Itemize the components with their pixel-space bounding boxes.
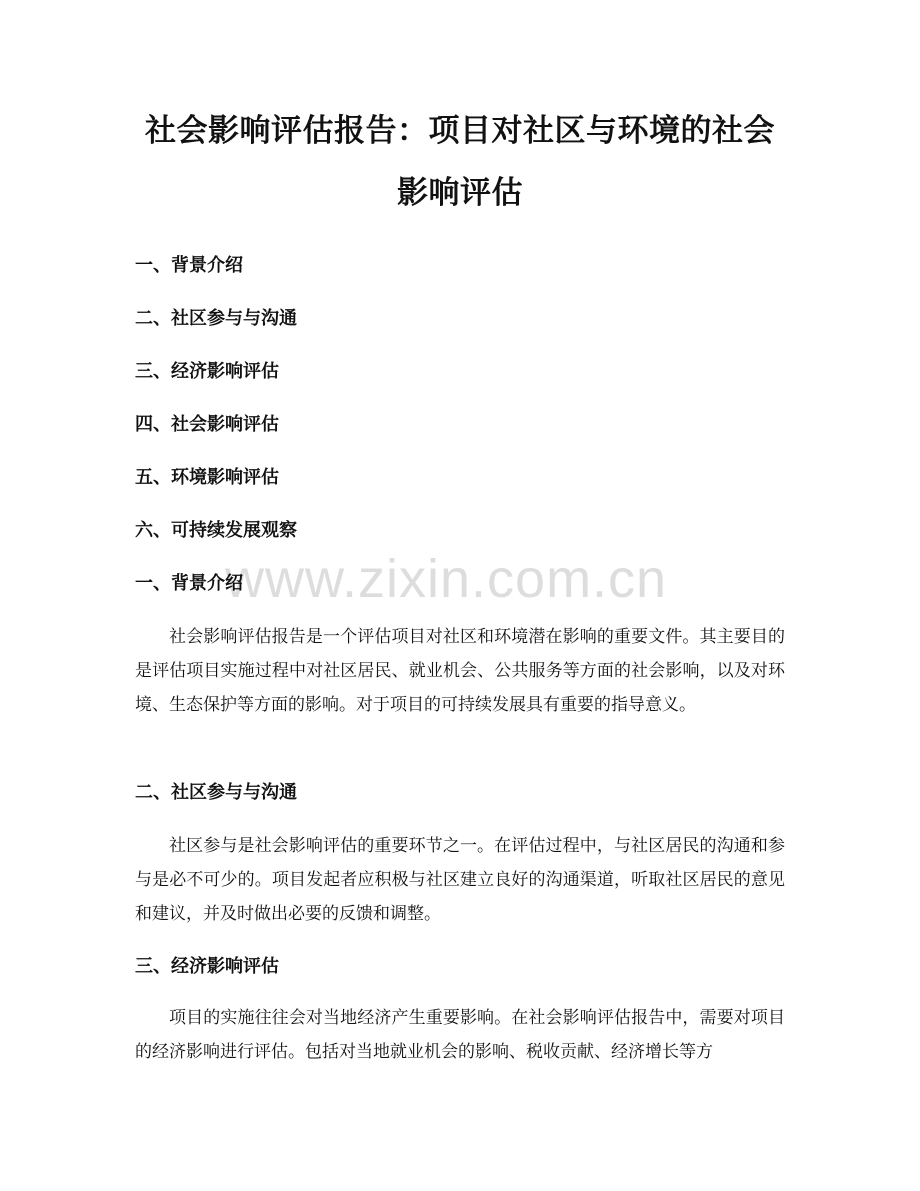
toc-item: 一、背景介绍 (135, 255, 243, 276)
document-title: 社会影响评估报告：项目对社区与环境的社会影响评估 (145, 113, 775, 211)
section-heading: 三、经济影响评估 (135, 956, 279, 977)
section-paragraph: 社区参与是社会影响评估的重要环节之一。在评估过程中，与社区居民的沟通和参与是必不可少的。项目发起者应积极与社区建立良好的沟通渠道，听取社区居民的意见和建议，并及时做出必要的反馈和调整。 (135, 836, 785, 924)
toc-item: 五、环境影响评估 (135, 467, 279, 488)
section-heading: 二、社区参与与沟通 (135, 782, 297, 803)
toc-item: 三、经济影响评估 (135, 361, 279, 382)
section-paragraph: 社会影响评估报告是一个评估项目对社区和环境潜在影响的重要文件。其主要目的是评估项目实施过程中对社区居民、就业机会、公共服务等方面的社会影响，以及对环境、生态保护等方面的影响。对于项目的可持续发展具有重要的指导意义。 (135, 627, 785, 715)
section-paragraph: 项目的实施往往会对当地经济产生重要影响。在社会影响评估报告中，需要对项目的经济影响进行评估。包括对当地就业机会的影响、税收贡献、经济增长等方 (135, 1008, 785, 1062)
watermark: www.zixin.com.cn (225, 549, 668, 609)
section-heading: 一、背景介绍 (135, 573, 243, 594)
toc-item: 六、可持续发展观察 (135, 520, 297, 541)
toc-item: 二、社区参与与沟通 (135, 308, 297, 329)
toc-item: 四、社会影响评估 (135, 414, 279, 435)
table-of-contents (135, 252, 297, 570)
